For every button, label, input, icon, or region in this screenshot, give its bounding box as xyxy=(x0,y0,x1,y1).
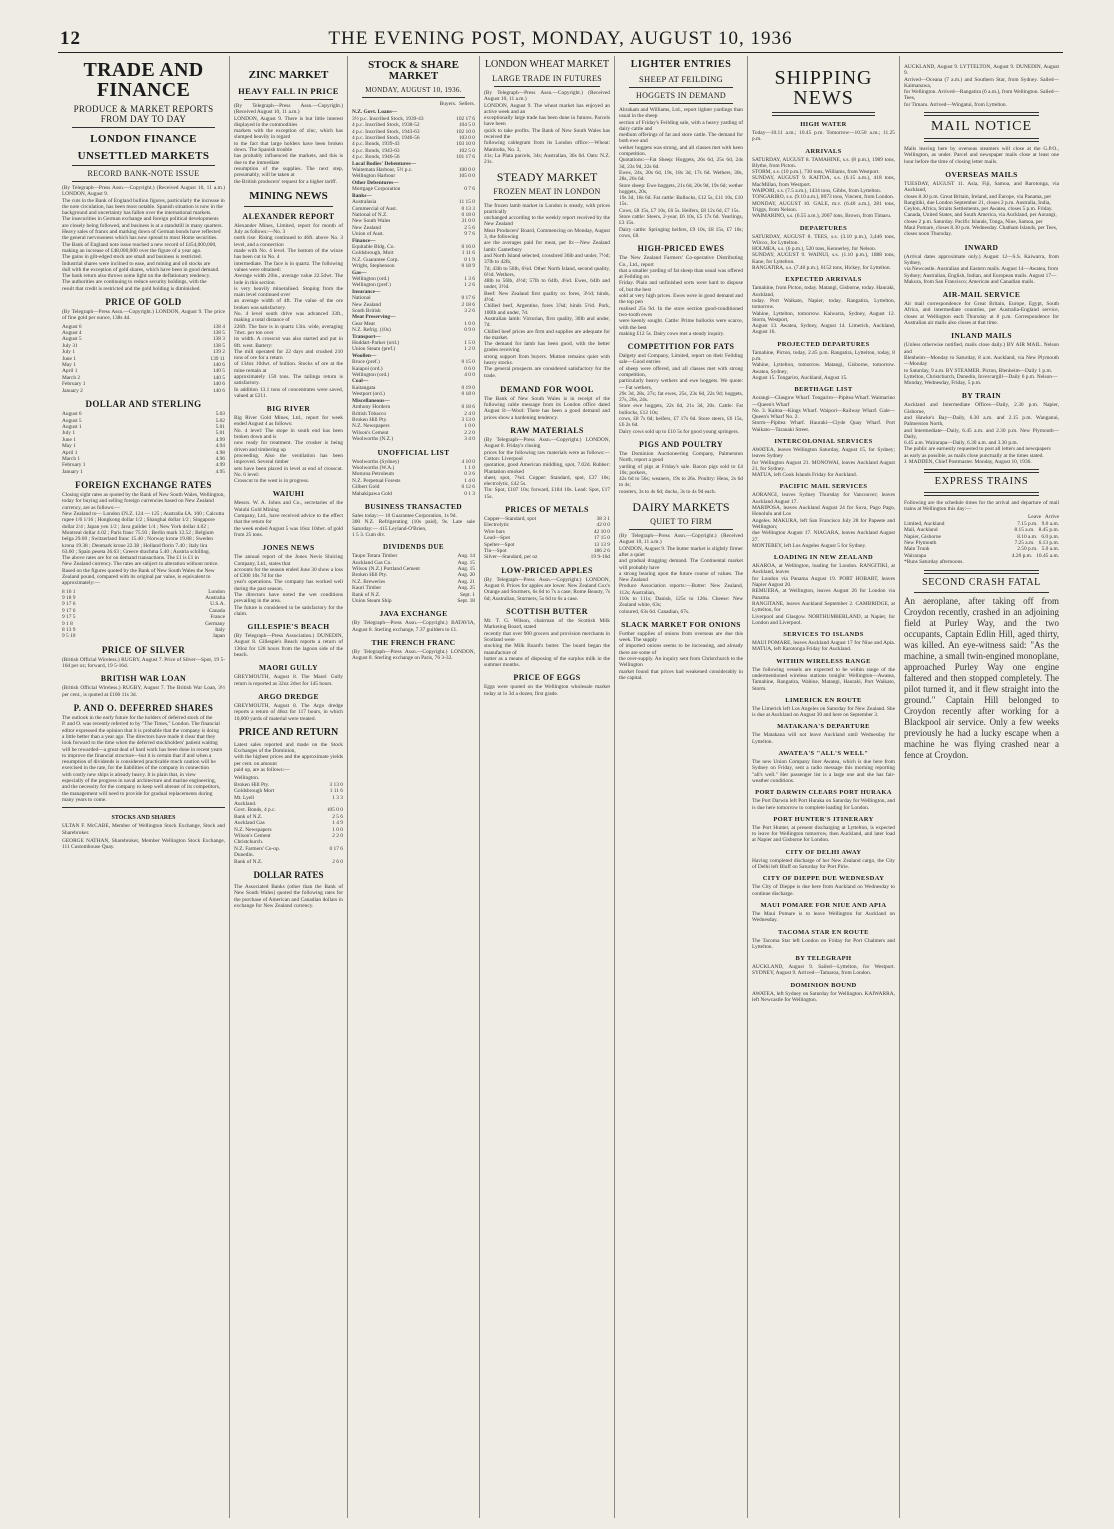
eggs-article: Eggs were quoted on the Wellington wholesale market today at 1s 3d a dozen, first grade. xyxy=(484,684,610,697)
by-telegraph-heading: BY TELEGRAPH xyxy=(795,955,852,963)
ewes-article: The New Zealand Farmers' Co-operative Distributing Co., Ltd., report that a smaller yarding of fat sheep than usual was offered at Feilding on Friday. Plain and unfinished sorts were hard to dispose of, but the best sold at very high prices. Ewes were in good demand and the top pen realised 25s 9d. In the store section good-conditioned two-tooth ewes were keenly sought. Cattle: Prime bullocks were scarce, with the best making £12 5s. Dairy cows met a steady inquiry. xyxy=(619,255,743,337)
unsettled-markets-heading: UNSETTLED MARKETS xyxy=(77,150,210,162)
feilding-heading: SHEEP AT FEILDING xyxy=(639,74,723,84)
arrivals-note: AUCKLAND, August 9. LYTTELTON, August 9. DUNEDIN, August 9. xyxy=(904,64,1059,77)
masthead xyxy=(58,26,1063,53)
dividends-heading: DIVIDENDS DUE xyxy=(382,543,444,552)
low-apples-heading: LOW-PRICED APPLES xyxy=(501,565,593,575)
port-hunter-heading: PORT HUNTER'S ITINERARY xyxy=(773,815,874,823)
fx-rates-heading: FOREIGN EXCHANGE RATES xyxy=(75,480,212,491)
table-row: July 31 138 5 xyxy=(62,342,225,349)
pacific-heading: PACIFIC MAIL SERVICES xyxy=(779,483,868,491)
po-deferred-heading: P. AND O. DEFERRED SHARES xyxy=(73,703,214,714)
finance-article-body: The cuts in the Bank of England bullion figures, particularly the increase in the note circulation, has been most notable. Spanish situation is now in the background and uncertainty has fallen over the international markets. The insecurities in German exchange and foreign political developments are closely being followed, and business is at a standstill in many quarters. Heavy sales of francs and marking down of German bonds have reflected the general nervousness which has now spread to most Home securities. The Bank of England note issue reached a new record of £454,000,000, making an increase of £48,000,000 over the figure of a year ago. The gains in gilt-edged stock are small and business is restricted. Industrial shares were inclined to ease, and mining and oil stocks are dull with the exception of gold shares, which have been in good demand. The bank return also throws some light on the deflationary tendency. The authorities are continuing to reduce security holdings, with the result that credit is restricted and the gold holding is diminished. xyxy=(62,197,225,292)
scottish-butter-heading: SCOTTISH BUTTER xyxy=(506,607,588,617)
price-of-gold-heading: PRICE OF GOLD xyxy=(105,297,182,308)
projected-heading: PROJECTED DEPARTURES xyxy=(777,340,870,348)
berthage-list: Aorangi—Glasgow Wharf. Tongariro—Pipitea Wharf. Waimarino—Queen's Wharf No. 3. Kaitoa—Kings Wharf. Waipori—Railway Wharf. Gale—Queen's Wharf No. 2. Storm—Pipitea Wharf. Hauraki—Clyde Quay Wharf. Port Waikato—Taranaki Street. xyxy=(752,395,895,433)
table-row: August 6 5.03 xyxy=(62,411,225,418)
delhi-text: Having completed discharge of her New Zealand cargo, the City of Delhi left Bluff on Saturday for Port Pirie. xyxy=(752,857,895,871)
table-row: March 2 140 5 xyxy=(62,374,225,381)
table-row: June 1 4.99 xyxy=(62,436,225,443)
price-return-table: Wellington. Broken Hill Pty. 3 13 0 Goldsbrough Mort 1 11 6 Mt. Lyell 1 3 3 Auckland. Govt. Bonds, 4 p.c. 105 0 0 Bank of N.Z. 2 5 6 Auckland Gas 1 4 9 N.Z. Newspapers 1 0 0 Wilson's Cement 2 2 0 Christchurch. N.Z. Farmers' Co-op. 0 17 6 Dunedin. Bank of N.Z. 2 6 0 xyxy=(234,775,343,865)
maori-gully-heading: MAORI GULLY xyxy=(259,663,318,673)
tacoma-heading: TACOMA STAR EN ROUTE xyxy=(778,928,869,936)
waiuhi-heading: WAIUHI xyxy=(272,489,305,499)
departures-list: SATURDAY, AUGUST 8. TEES, s.s. (3.10 p.m.), 3,446 tons, Wilcox, for Lyttelton. HOLMEA, s.s. (6 p.m.), 520 tons, Kennerley, for Nelson. SUNDAY, AUGUST 9. WAINUI, s.s. (1.10 p.m.), 1888 tons, Kane, for Lyttelton. RANGATIRA, s.s. (7.40 p.m.), 6152 tons, Hickey, for Lyttelton. xyxy=(752,233,895,272)
alexander-article: Alexander Mines, Limited, report for month of July as follows:—No. 3 north rise: Rising continued to 46ft. above No. 3 level, and a connection made with No. 4 level. The bottom of the winze has been cut in No. 4 intermediate. The face is in quartz. The following values were obtained: Average width 20in., average value 22.5dwt. The lode in this section is very heavily mineralised. Stoping from the main level continued over an average width of 4ft. The value of the ore broken was satisfactory. No. 4 level south drive was advanced 33ft., making a total distance of 226ft. The face is in quartz 13in. wide, averaging 7dwt. per ton over its width. A crosscut was also started and put in 8ft. west. Battery: The mill operated for 22 days and crushed 210 tons of ore for a return of 134oz 10dwt. of bullion. Stocks of ore at the mine remain at approximately 150 tons. The tailings return is satisfactory. In addition 13.1 tons of concentrates were saved, valued at £211. xyxy=(234,222,343,399)
feilding-article: Abraham and Williams, Ltd., report lighter yardings than usual in the sheep section of Friday's Feilding sale, with a heavy yarding of dairy cattle and medium offerings of fat and store cattle. The demand for both ewe and wether hoggets was strong, and all classes met with keen competition. Quotations:—Fat Sheep: Hoggets, 26s 6d, 25s 6d, 24s 3d, 23s 9d, 22s 6d. Ewes, 24s, 20s 6d, 19s, 18s 3d, 17s 6d. Wethers, 30s, 28s, 26s 6d. Store sheep: Ewe hoggets, 21s 6d, 20s 9d, 19s 6d; wether hoggets, 20s, 19s 3d, 18s 6d. Fat cattle: Bullocks, £12 5s, £11 10s, £10 15s. Cows, £8 15s, £7 10s, £6 5s. Heifers, £8 12s 6d, £7 15s. Store cattle: Steers, 2-year, £6 10s, £5 17s 6d. Yearlings, £3 15s. Dairy cattle: Springing heifers, £9 10s, £8 15s, £7 10s; cows, £8. xyxy=(619,107,743,239)
wheat-subheading: LARGE TRADE IN FUTURES xyxy=(492,74,602,83)
silver-heading: PRICE OF SILVER xyxy=(101,644,186,655)
table-row: August 4 138 5 xyxy=(62,330,225,337)
trade-finance-heading: TRADE AND FINANCE xyxy=(83,59,204,101)
lighter-entries-heading: LIGHTER ENTRIES xyxy=(630,59,732,70)
gillespies-heading: GILLESPIE'S BEACH xyxy=(247,622,330,632)
big-river-heading: BIG RIVER xyxy=(266,404,311,414)
dollar-rates-article: The Associated Banks (other than the Bank of New South Wales) quoted the following rates for the purchase of American and Canadian dollars in exchange for New Zealand currency. xyxy=(234,884,343,909)
broker-mccabe: ULTAN F. McCABE, Member of Wellington Stock Exchange, Stock and Sharebroker. xyxy=(62,823,225,836)
table-row: May 1 140 6 xyxy=(62,362,225,369)
darwin-text: The Port Darwin left Port Huraka on Saturday for Wellington, and is due here tomorrow to complete loading for London. xyxy=(752,798,895,811)
dairy-markets-heading: DAIRY MARKETS xyxy=(632,500,730,515)
table-row: August 6 138 4 xyxy=(62,323,225,330)
london-finance-heading: LONDON FINANCE xyxy=(90,133,197,145)
table-row: April 1 4.98 xyxy=(62,449,225,456)
maui-text: The Maui Pomare is to leave Wellington for Auckland on Wednesday. xyxy=(752,910,895,924)
high-priced-ewes-heading: HIGH-PRICED EWES xyxy=(637,244,725,254)
table-row: July 1 5.01 xyxy=(62,430,225,437)
po-article: The outlook in the early future for the holders of deferred stock of the P. and O. was recently referred to by "The Times," London. The financial editor expressed the opinion that it is probable that the company is doing a little better than a year ago. The directors have made it clear that they look forward to the time when the deferred stockholders' patient waiting will be rewarded—a great deal of hard work has been done in recent years to improve the financial structure—but it is certain that if and when a resumption of dividends is considered practicable much caution will be exercised in the rate, for the liabilities of the company in connection with costly new ships is already heavy. It is plain that, in view especially of the progress in naval architecture and marine engineering, and the necessity for the company to keep well abreast of its competitors, the management will need to provide for gradual replacements during many years to come. xyxy=(62,715,223,803)
broker-nathan: GEORGE NATHAN, Sharebroker, Member Wellington Stock Exchange, 111 Customhouse Quay. xyxy=(62,837,225,851)
column-shipping xyxy=(748,56,900,1518)
by-train-list: Auckland and Intermediate Offices—Daily, 2.30 p.m. Napier, Gisborne, and Hawke's Bay—Daily, 6.30 a.m. and 2.15 p.m. Wanganui, Palmerston North, and Intermediate—Daily, 6.45 a.m. and 2.30 p.m. New Plymouth—Daily, 6.45 a.m. Wairarapa—Daily, 6.30 a.m. and 3.30 p.m. The public are earnestly requested to post all letters and newspapers as early as possible, as mails close punctually at the times stated. J. MADDEN, Chief Postmaster. Monday, August 10, 1936. xyxy=(904,402,1059,466)
steady-heading: STEADY MARKET xyxy=(496,169,598,184)
apples-article: (By Telegraph—Press Assn.—Copyright.) LONDON, August 8. Prices for apples are lower. New Zealand Cox's Orange and Sturmers, 6s 6d to 7s a case; Rome Beauty, 7s 6d; Australian, Sturmers, 5s 6d to 6s a case. xyxy=(484,576,610,602)
stock-share-date: MONDAY, AUGUST 10, 1936. xyxy=(365,86,462,94)
stock-share-heading: STOCK & SHARE MARKET xyxy=(368,59,459,82)
alexander-heading: ALEXANDER REPORT xyxy=(242,211,335,221)
columns xyxy=(58,56,1063,1518)
brokers-heading: STOCKS AND SHARES xyxy=(111,815,176,822)
inward-list: (Arrival dates approximate only.) August 12—S.S. Kaiwarra, from Sydney, via Newcastle. Australian and Eastern mails. August 14—Awatea, from Sydney; Australian, English, Indian, and European mails. August 17— Makura, from San Francisco; American and Canadian mails. xyxy=(904,253,1059,285)
awatea-text: The new Union Company liner Awatea, which is due here from Sydney on Friday, sent a radio message this morning reporting "all's well." Her passenger list is a large one and she has fair-weather conditions. xyxy=(752,759,895,784)
port-hunter-text: The Port Hunter, at present discharging at Lyttelton, is expected to leave for Wellington tomorrow, then Auckland, and later load at Napier and Gisborne for London. xyxy=(752,824,895,844)
war-loan-heading: BRITISH WAR LOAN xyxy=(100,674,187,684)
dominion-heading: DOMINION BOUND xyxy=(790,981,857,989)
frozen-meat-heading: FROZEN MEAT IN LONDON xyxy=(493,186,601,196)
delhi-heading: CITY OF DELHI AWAY xyxy=(785,848,862,856)
dominion-text: AWATEA, left Sydney on Saturday for Wellington. KAIWARRA, left Newcastle for Wellington. xyxy=(752,990,895,1004)
maori-gully-article: GREYMOUTH, August 8. The Maori Gully return is reported as 32oz 2dwt for 145 hours. xyxy=(234,674,343,687)
column-lighter-entries xyxy=(615,56,748,1518)
butter-article: Mr. T. G. Wilson, chairman of the Scottish Milk Marketing Board, stated recently that over 900 grocers and provision merchants in Scotland were stocking the Milk Board's butter. The board began the manufacture of butter as a means of disposing of the surplus milk in the summer months. xyxy=(484,618,610,669)
stock-table: N.Z. Govt. Loans— 3½ p.c. Inscribed Stock, 1939-43 102 17 6 4 p.c. Inscribed Stock, 1938-52 104 5 0 4 p.c. Inscribed Stock, 1943-63 102 10 0 4 p.c. Inscribed Stock, 1946-56 103 0 0 4 p.c. Bonds, 1939-43 103 10 0 4 p.c. Bonds, 1943-63 102 5 0 4 p.c. Bonds, 1946-56 101 17 6 Local Bodies' Debentures— Waitemata Harbour, 5½ p.c. 100 0 0 Wellington Harbour 105 0 0 Other Debentures— Mortgage Corporation 0 7 6 Banks— Australasia 11 15 0 Commercial of Aust. 0 13 3 National of N.Z. 0 18 0 New South Wales 31 0 0 New Zealand 2 5 6 Union of Aust. 9 7 6 Finance— Equitable Bldg. Co. 0 16 0 Goldsbrough, Mort 1 11 6 N.Z. Guarantee Corp. 0 1 9 Wright, Stephenson 0 18 9 Gas— Wellington (ord.) 1 3 6 Wellington (pref.) 1 2 6 Insurance— National 0 17 6 New Zealand 2 18 6 South British 3 2 6 Meat Preserving— Gear Meat 1 0 0 N.Z. Refrig. (10s) 0 9 0 Transport— Huddart-Parker (ord.) 1 5 0 Union Steam (pref.) 1 2 0 Woollen— Bruce (pref.) 0 15 0 Kaiapoi (ord.) 0 6 0 Wellington (ord.) 4 0 0 Coal— Kaitangata 0 19 0 Westport (ord.) 0 18 0 Miscellaneous— Anthony Hordern 0 18 6 British Tobacco 2 4 0 Broken Hill Pty. 3 13 0 N.Z. Newspapers 1 0 0 Wilson's Cement 2 2 0 Woolworths (N.Z.) 3 4 0 xyxy=(352,109,475,443)
islands-heading: SERVICES TO ISLANDS xyxy=(783,631,864,639)
fx-equivalents: 8 16 1 London 9 18 9 Australia 9 17 6 U.S.A. 9 17 6 Canada 9 17 5 France 9 1 8 Germany 8 13 9 Italy 9 5 10 Japan xyxy=(62,588,225,640)
dieppe-text: The City of Dieppe is due here from Auckland on Wednesday to continue discharge. xyxy=(752,884,895,897)
war-loan-article: (British Official Wireless.) RUGBY, August 7. The British War Loan, 3½ per cent., is quoted at £106 11s 3d. xyxy=(62,685,225,698)
arrivals-note-body: Arrived—Oceana (7 a.m.) and Southern Star, from Sydney. Sailed—Kaimanawa, for Wellington. Arrived—Rangatira (6 a.m.), from Wellington. Sailed—Tees, for Timaru. Arrived—Wingatui, from Lyttelton. xyxy=(904,76,1059,108)
page-number: 12 xyxy=(60,28,81,49)
table-row: January 1 4.95 xyxy=(62,468,225,475)
gold-intro: (By Telegraph—Press Assn.—Copyright.) LONDON, August 9. The price of fine gold per ounce, 138s 4d. xyxy=(62,309,225,322)
intercolonial-heading: INTERCOLONIAL SERVICES xyxy=(774,437,873,445)
stock-col-header: Buyers. Sellers. xyxy=(439,101,475,107)
table-row: April 1 140 5 xyxy=(62,368,225,375)
express-trains-heading: EXPRESS TRAINS xyxy=(934,476,1029,488)
wireless-heading: WITHIN WIRELESS RANGE xyxy=(776,657,871,665)
argo-article: GREYMOUTH, August 8. The Argo dredge reports a return of 48oz for 117 hours, in which 10,000 yards of material were treated. xyxy=(234,702,343,722)
dateline: (By Telegraph—Press Assn.—Copyright.) (Received August 10, 11 a.m.) LONDON, August 9. xyxy=(62,185,225,198)
overseas-mails-heading: OVERSEAS MAILS xyxy=(945,169,1018,179)
french-article: (By Telegraph—Press Assn.—Copyright.) LONDON, August 8. Sterling exchange on Paris, 76 3-32. xyxy=(352,649,475,662)
big-river-article: Big River Gold Mines, Ltd., report for week ended August 4 as follows: No. 4 level: The stope in south end has been broken down and is now ready for treatment. The crusher is being driven and timbering up proceeding. Also the ventilation has been improved. Several timber sets have been placed in level at end of crosscut. No. 6 level: Crosscut to the west is in progress. xyxy=(234,415,343,485)
trade-finance-subheading: PRODUCE & MARKET REPORTS FROM DAY TO DAY xyxy=(73,104,214,124)
hoggets-heading: HOGGETS IN DEMAND xyxy=(636,91,726,100)
dollar-sterling-table xyxy=(62,411,225,475)
by-telegraph-text: AUCKLAND, August 9. Sailed—Lyttelton, for Westport. SYDNEY, August 9. Arrived—Tamaroa, from London. xyxy=(752,964,895,977)
table-row: August 5 138 3 xyxy=(62,336,225,343)
express-intro: Following are the schedule times for the arrival and departure of mail trains at Wellington this day:— xyxy=(904,499,1059,513)
inland-mails-heading: INLAND MAILS xyxy=(951,331,1012,341)
air-mail-list: Air mail correspondence for Great Britain, Europe, Egypt, South Africa, and intermediate countries, per Australia-England service, closes at Wellington each Thursday at 8 p.m. Correspondence for Australian air mails also closes at that time. xyxy=(904,301,1059,327)
onions-article: Further supplies of onions from overseas are due this week. The supply of imported onions seems to be increasing, and already there are some of the over-supply. An inquiry sent from Christchurch to the Wellington market found that prices had weakened considerably in the capital. xyxy=(619,630,743,681)
pigs-article: The Dominion Auctioneering Company, Palmerston North, report a good yarding of pigs at Friday's sale. Bacon pigs sold to £4 10s; porkers, 42s 6d to 56s; weaners, 19s to 26s. Poultry: Hens, 2s 6d to 4s; roosters, 3s to 4s 6d; ducks, 3s to 4s 9d each. xyxy=(619,450,743,495)
pigs-poultry-heading: PIGS AND POULTRY xyxy=(638,439,724,449)
competition-heading: COMPETITION FOR FATS xyxy=(627,342,735,352)
intercolonial-list: AWATEA, leaves Wellington Saturday, August 15, for Sydney; leaves Sydney for Wellington August 21. MONOWAI, leaves Auckland August 21, for Sydney. MATUA, left Cook Islands Friday for Auckland. xyxy=(752,446,895,479)
masthead-title: THE EVENING POST, MONDAY, AUGUST 10, 1936 xyxy=(328,28,793,49)
table-row: February 1 140 6 xyxy=(62,381,225,388)
column-london-wheat xyxy=(480,56,615,1518)
expected-heading: EXPECTED ARRIVALS xyxy=(785,276,862,284)
table-row: January 2 140 6 xyxy=(62,387,225,394)
metals-heading: PRICES OF METALS xyxy=(505,505,589,515)
arrivals-list: SATURDAY, AUGUST 8. TAMAHINE, s.s. (8 p.m.), 1989 tons, Blythe, from Picton. STORM, s.s. (10 p.m.), 730 tons, Williams, from Westport. SUNDAY, AUGUST 9. KAITOA, s.s. (6.15 a.m.), 418 tons, MacMillan, from Westport. WAIPORI, s.s. (7.5 a.m.), 1434 tons, Gibbs, from Lyttelton. TONGARIRO, s.s. (9.10 a.m.), 8073 tons, Vincent, from London. MONDAY, AUGUST 10. GALE, m.v. (6.40 a.m.), 281 tons, Triggs, from Nelson. WAIMARINO, s.s. (6.55 a.m.), 2067 tons, Brown, from Timaru. xyxy=(752,156,895,220)
unofficial-heading: UNOFFICIAL LIST xyxy=(377,447,450,457)
dieppe-heading: CITY OF DIEPPE DUE WEDNESDAY xyxy=(762,875,885,883)
silver-article: (British Official Wireless.) RUGBY, August 7. Price of Silver—Spot, 19 5-16d per oz; forward, 19 5-16d. xyxy=(62,656,225,670)
mail-intro: Mails leaving here by overseas steamers will close at the G.P.O., Wellington, as under. Parcel and newspaper mails close at least one hour before the time of closing letter mails. xyxy=(904,146,1059,165)
fx-article: Closing sight rates as quoted by the Bank of New South Wales, Wellington, today for buying and selling foreign currencies based on New Zealand currency, are as follows:— New Zealand to— London £N.Z. 124 — 125 ; Australia £A. 100 ; Calcutta rupee 1/6 1/16 ; Hongkong dollar 1/2 ; Shanghai dollar 1/2 ; Singapore dollar 2/4 ; Japan yen 1/2 ; Java guilder 1/4 ; New York dollar 4.02 ; Montreal dollar 4.02 ; Paris franc 75.93 ; Berlin mark 12.52 ; Belgium belga 29.60 ; Switzerland franc 15.40 ; Norway krone 19.88 ; Sweden krona 19.38 ; Denmark krone 22.38 ; Holland florin 7.40 ; Italy lira 63.60 ; Spain peseta 36.63 ; Greece drachma 5.40 ; Austria schilling. The above rates are for on demand transactions. The £1 is £1 in New Zealand currency. The rates are subject to alteration without notice. Based on the figures quoted by the Bank of New South Wales the New Zealand pound, compared with its original par value, is equivalent to approximately:— xyxy=(62,492,225,587)
islands-list: MAUI POMARE, leaves Auckland August 17 for Niue and Apia. MATUA, left Rarotonga Friday for Auckland. xyxy=(752,640,895,653)
second-crash-article: An aeroplane, after taking off from Croydon recently, crashed in an adjoining field at Purley Way, and the two occupants, Captain Edlin Hill, aged thirty, was killed. An eye-witness said: "As the machine, a small twin-engined monoplane, approached Purley Way one engine faltered and then stopped completely. The pilot turned it, and it flew straight into the ground." Captain Hill belonged to Croydon recently after working for a Blackpool air service. Only a few weeks previously he had a lucky escape when a machine he was flying crashed near a fence at Croydon. xyxy=(904,595,1059,760)
mail-notice-heading: MAIL NOTICE xyxy=(930,119,1033,135)
loading-list: AKAROA, at Wellington, loading for London. RANGITIKI, at Auckland, leaves for London via Panama August 19. PORT HOBART, leaves Napier August 20. REMUERA, at Wellington, leaves August 26 for London via Panama. RANGITANE, leaves Auckland September 2. CAMBRIDGE, at Lyttelton, for Liverpool and Glasgow. NORTHUMBERLAND, at Napier, for London and Liverpool. xyxy=(752,563,895,626)
high-water-heading: HIGH WATER xyxy=(800,121,847,128)
dollar-rates-heading: DOLLAR RATES xyxy=(253,870,324,881)
table-row: August 5 5.02 xyxy=(62,417,225,424)
arrivals-heading: ARRIVALS xyxy=(805,147,842,155)
competition-article: Dalgety and Company, Limited, report on their Feilding sale—Good entries of sheep were offered, and all classes met with strong competition, particularly heavy wethers and ewe hoggets. We quote:— Fat wethers, 29s 3d, 28s, 27s; fat ewes, 25s, 23s 6d, 22s 9d; hoggets, 27s, 26s, 24s. Store ewe hoggets, 22s 6d, 21s 3d, 20s. Cattle: Fat bullocks, £12 10s; cows, £8 7s 6d; heifers, £7 17s 6d. Store steers, £6 15s, £6 2s 6d. Dairy cows sold up to £10 5s for good young springers. xyxy=(619,353,743,435)
wheat-article: (By Telegraph—Press Assn.—Copyright.) (Received August 10, 11 a.m.) LONDON, August 9. The wheat market has enjoyed an active week and an exceptionally large trade has been done in futures. Parcels have been quick to take profits. The Bank of New South Wales has received the following cablegram from its London office:—Wheat: Manitoba, No. 3, 41s; La Plata parcels, 34s; Australian, 36s 6d. Oats: N.Z. 21s. xyxy=(484,90,610,166)
table-row: July 1 139 2 xyxy=(62,349,225,356)
expected-list: Tamahine, from Picton, today. Matangi, Gisborne, today. Hauraki, Auckland, today. Port Waikato, Napier, today. Rangatira, Lyttelton, tomorrow. Wahine, Lyttelton, tomorrow. Kaiwarra, Sydney, August 12. Storm, Westport, August 13. Awatea, Sydney, August 14. Limerick, Auckland, August 16. xyxy=(752,285,895,336)
dairy-article: (By Telegraph—Press Assn.—Copyright.) (Received August 10, 11 a.m.) LONDON, August 9. The butter market is slightly firmer after a quiet and gradual dragging demand. The Continental market will probably have a strong bearing upon the future course of values. The New Zealand Produce Association reports:—Butter: New Zealand, 112s; Australian, 110s to 111s; Danish, 125s to 126s. Cheese: New Zealand white, 63s; coloured, 63s 6d. Canadian, 67s. xyxy=(619,533,743,615)
berthage-heading: BERTHAGE LIST xyxy=(794,386,853,394)
raw-materials-heading: RAW MATERIALS xyxy=(510,426,584,436)
gillespies-article: (By Telegraph—Press Association.) DUNEDIN, August 8. Gillespie's Beach reports a return of 130oz for 128 hours from the lagoon side of the beach. xyxy=(234,633,343,659)
high-water-text: Today—10.11 a.m.; 10.45 p.m. Tomorrow—10.50 a.m.; 11.25 p.m. xyxy=(752,130,895,143)
overseas-mails-list: TUESDAY, AUGUST 11. Asia, Fiji, Samoa, and Rarotonga, via Auckland, closes 8.30 p.m. Great Britain, Ireland, and Europe, via Panama, per Rangitiki, due London September 21, closes 2 p.m. Australia, India, Ceylon, Africa, Straits Settlements, per Awatea, closes 5 p.m. Friday. Canada, United States, and South America, via Auckland, per Aorangi, closes 2 p.m. Saturday. Pacific Islands, Tonga, Niue, Samoa, per Maui Pomare, closes 8.30 p.m. Wednesday. Chatham Islands, per Tees, closes noon Thursday. xyxy=(904,180,1059,238)
loading-heading: LOADING IN NEW ZEALAND xyxy=(773,554,874,562)
unofficial-table: Woolworths (Sydney) 4 10 0 Woolworths (W.A.) 1 1 0 Moturoa Petroleum 0 3 6 N.Z. Perpetual Forests 1 4 0 Gilbert Gold 0 12 6 Mahakipawa Gold 0 1 3 xyxy=(352,458,475,497)
zinc-article: (By Telegraph—Press Assn.—Copyright.) (Received August 10, 11 a.m.) LONDON, August 9. There is but little interest displayed in the commodities markets with the exception of zinc, which has slumped heavily in regard to the fact that large holders have been broken down. The Spanish trouble has probably influenced the markets, and this is due to the immediate resumption of the supplies. The next step, presumably, will be taken at the British producers' request for a higher tariff. xyxy=(234,103,343,185)
table-row: May 1 4.94 xyxy=(62,443,225,450)
wireless-list: The following vessels are expected to be within range of the undermentioned wireless stations tonight: Wellington—Awatea, Tamahine, Rangatira, Wahine, Matangi, Hauraki, Port Waikato, Storm. xyxy=(752,666,895,692)
business-heading: BUSINESS TRANSACTED xyxy=(364,501,463,511)
argo-heading: ARGO DREDGE xyxy=(258,691,319,701)
metals-table: Copper—Standard, spot 38 3 1 Electrolytic 42 0 0 Wire bars 42 10 0 Lead—Spot 17 15 0 Spelter—Spot 13 13 9 Tin—Spot 186 2 6 Silver—Standard, per oz 19 9-16d xyxy=(484,516,610,561)
dollar-sterling-heading: DOLLAR AND STERLING xyxy=(85,399,202,410)
pacific-list: AORANGI, leaves Sydney Thursday for Vancouver; leaves Auckland August 17. MARIPOSA, leaves Auckland August 24 for Suva, Pago Pago, Honolulu and Los Angeles. MAKURA, left San Francisco July 28 for Papeete and Wellington; due Wellington August 17. NIAGARA, leaves Auckland August 27. MONTEREY, left Los Angeles August 5 for Sydney. xyxy=(752,492,895,549)
shipping-news-heading: SHIPPING NEWS xyxy=(774,67,873,109)
onions-heading: SLACK MARKET FOR ONIONS xyxy=(621,619,741,629)
dividends-table: Taupo Totara Timber Aug. 14 Auckland Gas Co. Aug. 15 Wilson (N.Z.) Portland Cement Aug. 15 Broken Hill Pty. Aug. 20 N.Z. Breweries Aug. 21 Kauri Timber Aug. 25 Bank of N.Z. Sept. 1 Union Steam Ship Sept. 18 xyxy=(352,553,475,604)
raw-materials-article: (By Telegraph—Press Assn.—Copyright.) LONDON, August 8. Friday's closing prices for the following raw materials were as follows:— Cotton: Liverpool quotation, good American middling, spot, 7.02d. Rubber: Plantation smoked sheet, spot, 7¾d. Copper: Standard, spot, £37 10s; electrolytic, £42 5s. Tin: Spot, £187 10s; forward, £184 10s. Lead: Spot, £17 15s. xyxy=(484,437,610,500)
table-row: March 1 4.96 xyxy=(62,455,225,462)
maui-heading: MAUI POMARE FOR NIUE AND APIA xyxy=(760,901,887,909)
second-crash-heading: SECOND CRASH FATAL xyxy=(922,576,1041,588)
limerick-heading: LIMERICK EN ROUTE xyxy=(785,696,862,704)
table-row: February 1 4.99 xyxy=(62,462,225,469)
matakana-text: The Matakana will not leave Auckland until Wednesday for Lyttelton. xyxy=(752,732,895,745)
java-article: (By Telegraph—Press Assn.—Copyright.) BATAVIA, August 8. Sterling exchange, 7.37 guilders to £1. xyxy=(352,620,475,633)
business-article: Sales today:— 10 Guarantee Corporation, 1s 9d. 300 N.Z. Refrigerating (10s paid), 9s. Late sale Saturday:— 415 Leyland-O'Brien, 1 5 3. Cum div. xyxy=(352,512,475,538)
record-banknote-heading: RECORD BANK-NOTE ISSUE xyxy=(87,169,200,178)
inland-mails-list: (Unless otherwise notified, mails close daily.) BY AIR MAIL. Nelson and Blenheim—Monday to Saturday, 8 a.m. Auckland, via New Plymouth—Monday to Saturday, 9 a.m. BY STEAMER. Picton, Blenheim—Daily 1 p.m. Lyttelton, Christchurch, Dunedin, Invercargill—Daily 6 p.m. Nelson— Monday, Wednesday, Friday, 5 p.m. xyxy=(904,342,1059,387)
jones-article: The annual report of the Jones Nevis Sluicing Company, Ltd., states that accounts for the season ended June 30 show a loss of £300 10s 7d for the year's operations. The company has worked well during the past season. The directors have noted the wet conditions prevailing in the area. The future is considered to be satisfactory for the claim. xyxy=(234,554,343,617)
quiet-firm-heading: QUIET TO FIRM xyxy=(650,517,712,527)
departures-heading: DEPARTURES xyxy=(799,224,848,232)
tacoma-text: The Tacoma Star left London on Friday for Port Chalmers and Lyttelton. xyxy=(752,937,895,950)
column-stock-share xyxy=(348,56,480,1518)
air-mail-heading: AIR-MAIL SERVICE xyxy=(942,290,1021,300)
column-zinc-mining xyxy=(230,56,348,1518)
matakana-heading: MATAKANA'S DEPARTURE xyxy=(777,723,870,731)
french-franc-heading: THE FRENCH FRANC xyxy=(371,638,456,647)
zinc-subheading: HEAVY FALL IN PRICE xyxy=(238,86,339,96)
inward-heading: INWARD xyxy=(964,242,999,252)
waiuhi-article: Messrs. W. A. Johns and Co., secretaries of the Waiuhi Gold Mining Company, Ltd., have received advice to the effect that the return for the week ended August 5 was 16oz 10dwt. of gold from 25 tons. xyxy=(234,500,343,538)
java-heading: JAVA EXCHANGE xyxy=(379,609,448,619)
eggs-heading: PRICE OF EGGS xyxy=(513,673,581,683)
price-return-heading: PRICE AND RETURN xyxy=(238,726,339,738)
jones-news-heading: JONES NEWS xyxy=(262,543,315,553)
awatea-heading: AWATEA'S "ALL'S WELL" xyxy=(778,750,869,758)
frozen-meat-article: The frozen lamb market in London is steady, with prices practically unchanged according to the weekly report received by the New Zealand Meat Producers' Board, Commencing on Monday, August 3, the following are the averages paid for meat, per lb:—New Zealand lamb: Canterbury and North Island selected, crossbred 36lb and under, 7½d; 37lb to 42lb, 7d; 43lb to 50lb, 6¼d. Other North Island, second quality, 6½d. Wethers, 48lb to 56lb, 4½d; 57lb to 64lb, 4¼d. Ewes, 64lb and under, 3½d. Beef: New Zealand first quality ox fores, 3½d; hinds, 4½d. Chilled beef, Argentine, fores 3⅞d; hinds 5½d. Pork, 100lb and under, 7d. Australian lamb: Victorian, first quality, 30lb and under, 7d. Chilled beef prices are firm and supplies are adequate for the market. The demand for lamb has been good, with the better grades receiving strong support from buyers. Mutton remains quiet with heavy stocks. The general prospects are considered satisfactory for the trade. xyxy=(484,202,610,379)
table-row: June 1 139 11 xyxy=(62,355,225,362)
wool-article: The Bank of New South Wales is in receipt of the following cable message from its London office dated August 8:—Wool: There has been a good demand and prices show a hardening tendency. xyxy=(484,395,610,421)
wool-heading: DEMAND FOR WOOL xyxy=(500,383,594,394)
table-row: August 1 5.01 xyxy=(62,423,225,430)
column-mail-notice xyxy=(900,56,1063,1518)
darwin-heading: PORT DARWIN CLEARS PORT HURAKA xyxy=(755,789,892,797)
brokers-box xyxy=(62,807,225,850)
wheat-heading: LONDON WHEAT MARKET xyxy=(484,59,610,70)
projected-list: Tamahine, Picton, today, 2.45 p.m. Rangatira, Lyttelton, today, 8 p.m. Wahine, Lyttelton, tomorrow. Matangi, Gisborne, tomorrow. Awatea, Sydney, August 15. Tongariro, Auckland, August 15. xyxy=(752,349,895,381)
zinc-heading: ZINC MARKET xyxy=(248,69,329,81)
price-return-article: Latest sales reported and made on the Stock Exchanges of the Dominion, with the highest prices and the approximate yields per cent. on amount paid up, are as follows:— xyxy=(234,741,343,774)
column-trade-finance xyxy=(58,56,230,1518)
express-table: Leave Arrive Limited, Auckland 7.15 p.m. 9.0 a.m. Mail, Auckland 8.15 a.m. 8.45 p.m. Napier, Gisborne 8.10 a.m. 6.0 p.m. New Plymouth 7.25 a.m. 6.13 p.m. Main Trunk 2.50 p.m. 5.0 a.m. Wairarapa 4.20 p.m. 10.45 a.m. *Runs Saturday afternoons. xyxy=(904,514,1059,566)
limerick-text: The Limerick left Los Angeles on Saturday for New Zealand. She is due at Auckland on August 30 and here on September 3. xyxy=(752,705,895,719)
by-train-heading: BY TRAIN xyxy=(961,391,1002,401)
gold-price-table xyxy=(62,324,225,394)
mining-heading: MINING NEWS xyxy=(249,189,328,202)
